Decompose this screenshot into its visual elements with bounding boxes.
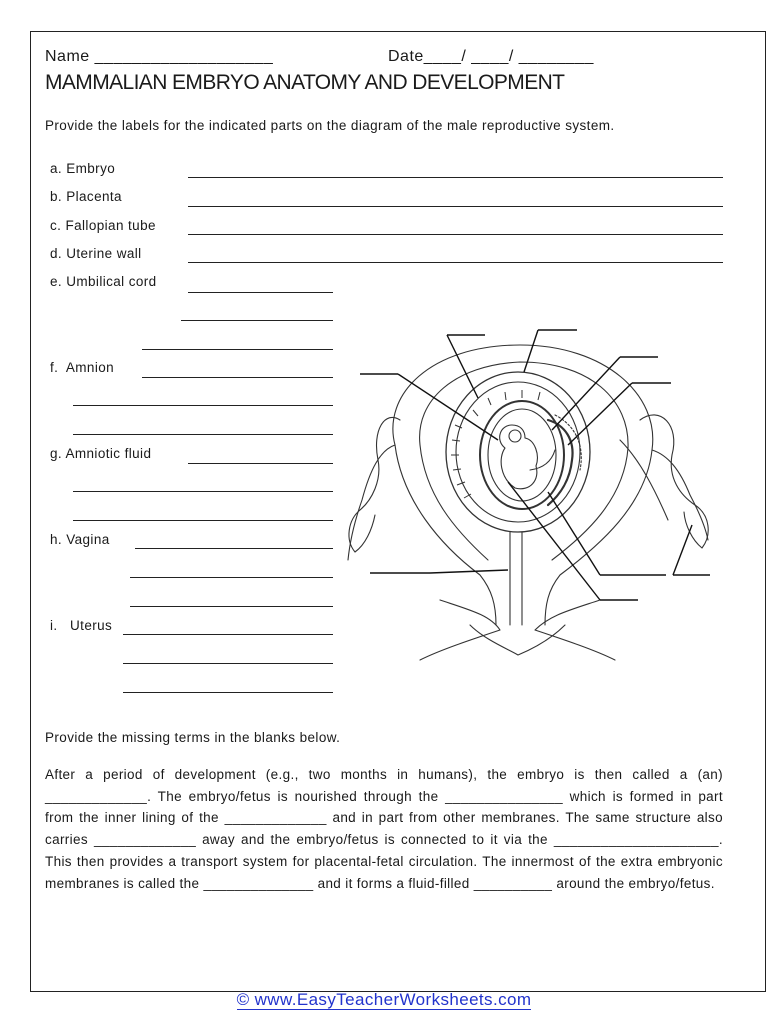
section2-instruction: Provide the missing terms in the blanks below.: [45, 730, 341, 745]
item-i: i. Uterus: [50, 618, 113, 633]
item-a: a. Embryo: [50, 161, 116, 176]
section1-instruction: Provide the labels for the indicated parts on the diagram of the male reproductive system.: [45, 118, 615, 133]
item-g: g. Amniotic fluid: [50, 446, 152, 461]
item-c: c. Fallopian tube: [50, 218, 156, 233]
fill-in-paragraph: After a period of development (e.g., two months in humans), the embryo is then called a (an) _____________. The embryo/fetus is nourished through the _______________ which is formed in part from the inner lining of the _____________ and in part from other membranes. The same structure also carries _____________ away and the embryo/fetus is connected to it via the _____________________. This then provides a transport system for placental-fetal circulation. The innermost of the extra embryonic membranes is called the ______________ and it forms a fluid-filled __________ around the embryo/fetus.: [45, 767, 723, 891]
page-title: MAMMALIAN EMBRYO ANATOMY AND DEVELOPMENT: [45, 71, 565, 94]
footer-link-container: [0, 990, 768, 1010]
item-f: f. Amnion: [50, 360, 115, 375]
date-label: Date____/ ____/ ________: [388, 48, 594, 65]
item-d: d. Uterine wall: [50, 246, 142, 261]
item-h: h. Vagina: [50, 532, 110, 547]
name-label: Name ___________________: [45, 48, 274, 65]
item-e: e. Umbilical cord: [50, 274, 157, 289]
footer-link[interactable]: © www.EasyTeacherWorksheets.com: [236, 990, 532, 1009]
item-b: b. Placenta: [50, 189, 122, 204]
